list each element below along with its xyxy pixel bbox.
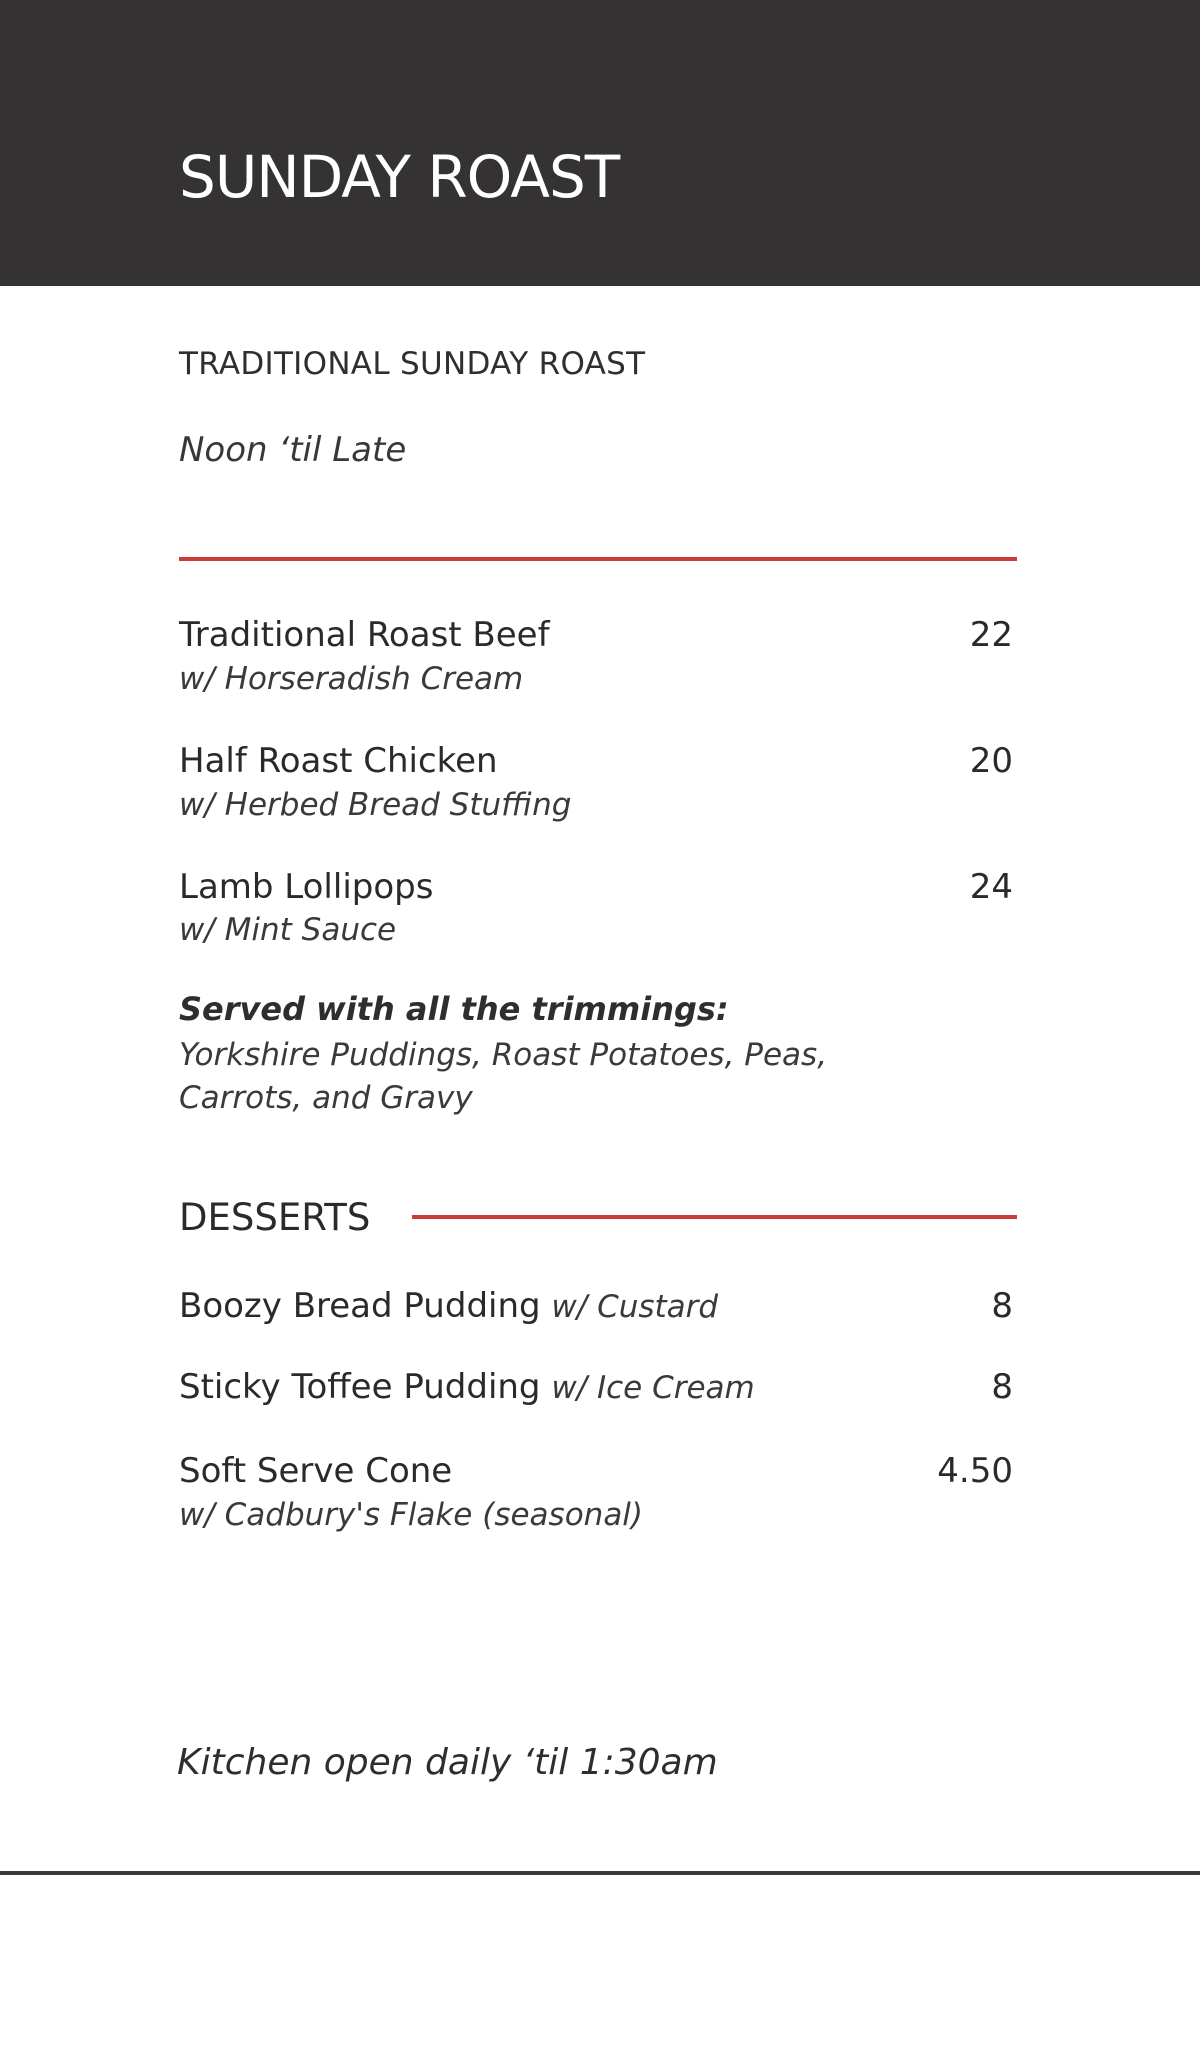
dessert-item [179,1286,719,1326]
desserts-heading: DESSERTS [179,1196,371,1239]
menu-item-price: 24 [969,867,1013,907]
dessert-price: 4.50 [937,1451,1013,1491]
menu-item-name: Traditional Roast Beef [179,615,550,655]
red-divider [412,1215,1017,1219]
dessert-name: Soft Serve Cone [179,1451,453,1491]
dessert-name: Boozy Bread Pudding [179,1286,541,1326]
dessert-description: w/ Cadbury's Flake (seasonal) [179,1497,644,1533]
kitchen-hours-note: Kitchen open daily ‘til 1:30am [177,1742,718,1783]
red-divider [179,557,1017,561]
dessert-price: 8 [991,1286,1013,1326]
menu-item-price: 22 [969,615,1013,655]
menu-item-description: w/ Herbed Bread Stuffing [179,787,572,823]
bottom-divider [0,1871,1200,1875]
page-title: SUNDAY ROAST [179,143,620,211]
dessert-description: w/ Custard [551,1289,719,1325]
menu-header [0,0,1200,286]
menu-item-name: Half Roast Chicken [179,741,498,781]
dessert-item [179,1367,755,1407]
dessert-name: Sticky Toffee Pudding [179,1367,541,1407]
menu-item-price: 20 [969,741,1013,781]
menu-item-name: Lamb Lollipops [179,867,434,907]
serving-hours: Noon ‘til Late [179,430,407,470]
menu-item-description: w/ Mint Sauce [179,912,397,948]
dessert-price: 8 [991,1367,1013,1407]
section-subheading: TRADITIONAL SUNDAY ROAST [179,346,646,382]
dessert-description: w/ Ice Cream [551,1370,755,1406]
menu-item-description: w/ Horseradish Cream [179,661,524,697]
trimmings-list: Yorkshire Puddings, Roast Potatoes, Peas, Carrots, and Gravy [179,1037,828,1116]
trimmings-heading: Served with all the trimmings: [179,990,729,1028]
